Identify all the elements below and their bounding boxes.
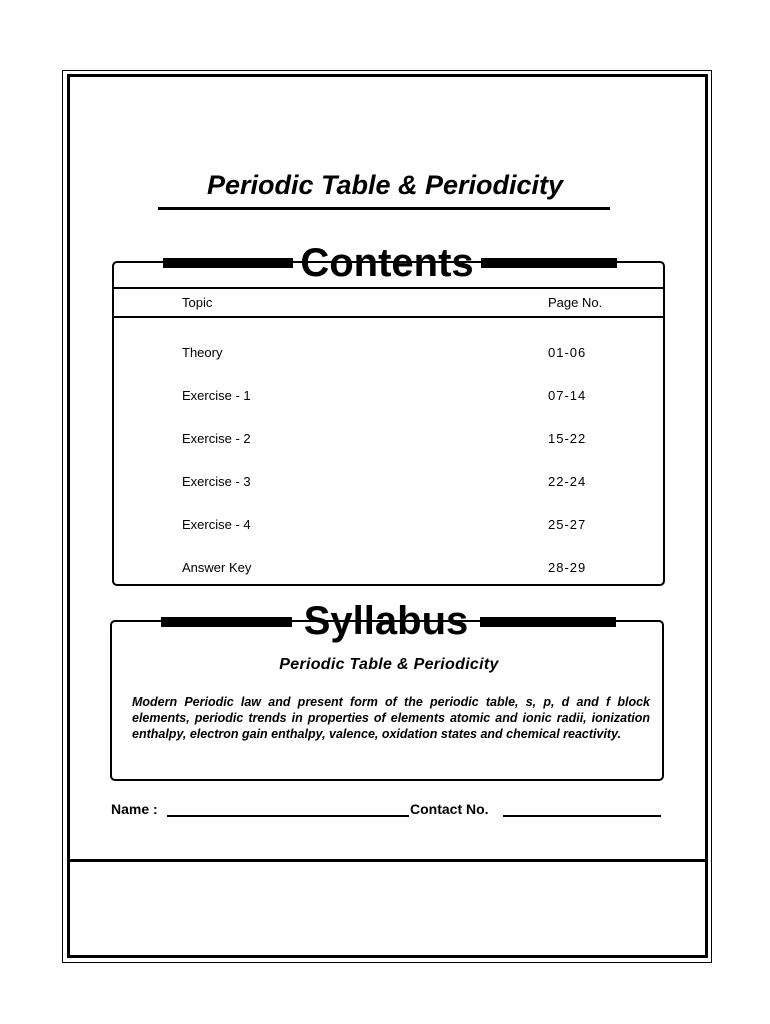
row-pages: 25-27 — [548, 517, 587, 532]
row-pages: 28-29 — [548, 560, 587, 575]
contents-heading-bar-left — [163, 258, 293, 268]
title-underline — [158, 207, 610, 210]
row-topic: Exercise - 2 — [182, 431, 251, 446]
row-pages: 07-14 — [548, 388, 587, 403]
contents-heading-bar-right — [481, 258, 617, 268]
syllabus-description: Modern Periodic law and present form of the periodic table, s, p, d and f block elements, periodic trends in properties of elements atomic and ionic radii, ionization enthalpy, electron gain enthalpy, valence, oxidation states and chemical reactivity. — [132, 695, 650, 741]
row-pages: 01-06 — [548, 345, 587, 360]
row-topic: Theory — [182, 345, 223, 360]
contents-heading: Contents — [300, 241, 474, 285]
row-pages: 22-24 — [548, 474, 587, 489]
row-pages: 15-22 — [548, 431, 587, 446]
column-header-page: Page No. — [548, 295, 603, 310]
column-header-topic: Topic — [182, 295, 213, 310]
syllabus-heading-bar-left — [161, 617, 292, 627]
row-topic: Exercise - 3 — [182, 474, 251, 489]
syllabus-heading-bar-right — [480, 617, 616, 627]
row-topic: Answer Key — [182, 560, 252, 575]
syllabus-subtitle: Periodic Table & Periodicity — [279, 656, 499, 673]
row-topic: Exercise - 1 — [182, 388, 251, 403]
footer-divider — [67, 859, 708, 862]
document-title: Periodic Table & Periodicity — [206, 170, 564, 200]
contact-field[interactable] — [503, 815, 661, 817]
name-label: Name : — [111, 801, 158, 817]
row-topic: Exercise - 4 — [182, 517, 251, 532]
table-header-bottom-rule — [113, 316, 664, 318]
syllabus-heading: Syllabus — [303, 599, 469, 643]
contact-label: Contact No. — [410, 801, 489, 817]
table-header-top-rule — [113, 287, 664, 289]
name-field[interactable] — [167, 815, 409, 817]
